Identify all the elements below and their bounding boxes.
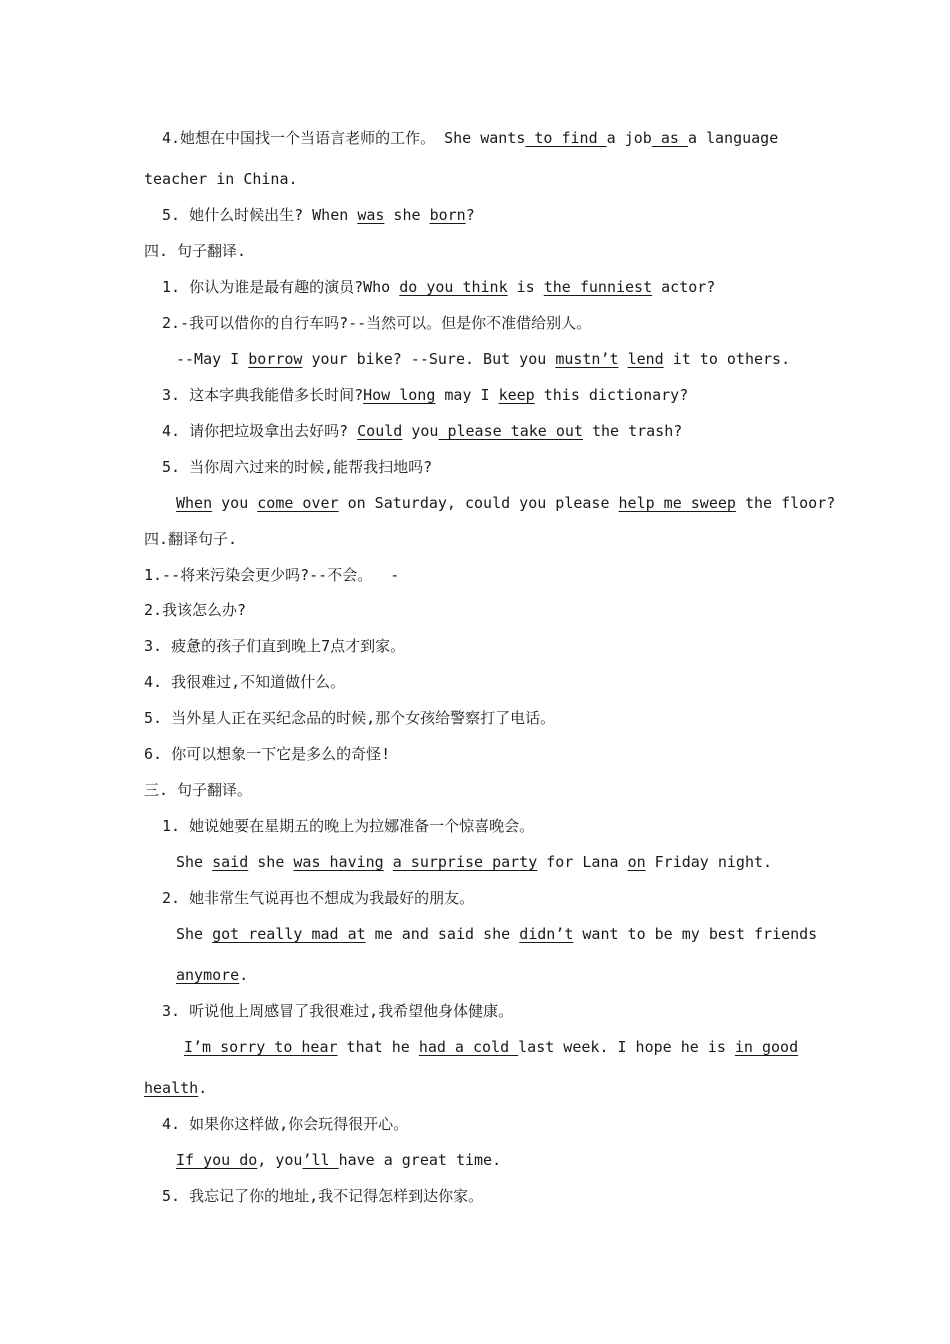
text-segment: a language [687, 129, 779, 147]
text-line [144, 241, 246, 261]
text-line [162, 128, 778, 148]
text-segment: 1. 她说她要在星期五的晚上为拉娜准备一个惊喜晚会。 [162, 817, 535, 835]
text-segment: is [507, 278, 544, 296]
text-line [162, 385, 688, 405]
text-segment: that he [337, 1038, 419, 1056]
text-line [176, 852, 772, 872]
text-segment: you [212, 494, 258, 512]
text-segment: have a great time. [338, 1151, 502, 1169]
text-segment: She [176, 925, 213, 943]
underlined-answer: I’m sorry to hear [184, 1038, 338, 1056]
text-line [144, 565, 399, 585]
text-segment: 5. 当外星人正在买纪念品的时候,那个女孩给警察打了电话。 [144, 709, 556, 727]
text-segment: teacher in China. [144, 170, 298, 188]
underlined-answer: to find [525, 129, 607, 147]
underlined-answer: born [429, 206, 466, 224]
text-segment: it to others. [663, 350, 791, 368]
text-segment: for Lana [537, 853, 628, 871]
text-segment: 6. 你可以想象一下它是多么的奇怪! [144, 745, 391, 763]
underlined-answer: mustn’t [555, 350, 619, 368]
text-line [144, 529, 237, 549]
underlined-answer: was [357, 206, 385, 224]
text-line [162, 1186, 483, 1206]
text-segment: 3. 疲惫的孩子们直到晚上7点才到家。 [144, 637, 406, 655]
text-segment: 三. 句子翻译。 [144, 781, 253, 799]
text-line [144, 600, 246, 620]
text-segment: She [176, 853, 213, 871]
underlined-answer: How long [363, 386, 436, 404]
text-segment: last week. I hope he is [518, 1038, 735, 1056]
text-segment: 5. 她什么时候出生? When [162, 206, 358, 224]
text-segment: 4. 我很难过,不知道做什么。 [144, 673, 346, 691]
underlined-answer: health [144, 1079, 199, 1097]
underlined-answer: had a cold [418, 1038, 519, 1056]
text-line [176, 965, 248, 985]
underlined-answer: do you think [399, 278, 508, 296]
text-segment: 四.翻译句子. [144, 530, 238, 548]
text-segment: me and said she [365, 925, 520, 943]
text-segment: she [384, 206, 430, 224]
underlined-answer: was having [293, 853, 384, 871]
text-line [144, 636, 405, 656]
text-line [176, 349, 790, 369]
text-line [144, 708, 555, 728]
text-line [162, 457, 432, 477]
text-line [162, 313, 591, 333]
text-line [144, 744, 390, 764]
text-line [144, 169, 298, 189]
text-segment: 2.-我可以借你的自行车吗?--当然可以。但是你不准借给别人。 [162, 314, 592, 332]
underlined-answer: borrow [248, 350, 303, 368]
underlined-answer: please take out [438, 422, 583, 440]
text-segment: 4. 请你把垃圾拿出去好吗? [162, 422, 358, 440]
text-line [144, 1078, 207, 1098]
text-segment: 4.她想在中国找一个当语言老师的工作。 She wants [162, 129, 526, 147]
text-segment: the trash? [582, 422, 683, 440]
underlined-answer: come over [257, 494, 339, 512]
text-line [162, 888, 474, 908]
underlined-answer: When [176, 494, 213, 512]
text-segment: 5. 当你周六过来的时候,能帮我扫地吗? [162, 458, 433, 476]
underlined-answer: ’ll [302, 1151, 339, 1169]
text-segment: 2.我该怎么办? [144, 601, 247, 619]
text-segment: Friday night. [645, 853, 773, 871]
underlined-answer: help me sweep [618, 494, 736, 512]
text-line [162, 1001, 513, 1021]
text-segment: she [248, 853, 294, 871]
text-segment [619, 350, 628, 368]
text-segment: 3. 听说他上周感冒了我很难过,我希望他身体健康。 [162, 1002, 514, 1020]
underlined-answer: lend [627, 350, 664, 368]
underlined-answer: as [651, 129, 688, 147]
text-segment: 3. 这本字典我能借多长时间? [162, 386, 364, 404]
text-segment: 四. 句子翻译. [144, 242, 247, 260]
text-line [144, 672, 345, 692]
text-segment: 1. 你认为谁是最有趣的演员?Who [162, 278, 400, 296]
text-segment: 5. 我忘记了你的地址,我不记得怎样到达你家。 [162, 1187, 484, 1205]
text-segment: on Saturday, could you please [338, 494, 619, 512]
text-segment: may I [435, 386, 499, 404]
text-line [162, 277, 715, 297]
underlined-answer: anymore [176, 966, 240, 984]
text-line [184, 1037, 798, 1057]
underlined-answer: got really mad at [212, 925, 366, 943]
text-line [176, 1150, 501, 1170]
text-line [162, 205, 475, 225]
text-segment: this dictionary? [534, 386, 689, 404]
text-segment: actor? [652, 278, 716, 296]
underlined-answer: on [627, 853, 646, 871]
underlined-answer: If you do [176, 1151, 258, 1169]
text-segment: , you [257, 1151, 303, 1169]
text-line [162, 1114, 408, 1134]
text-line [162, 421, 682, 441]
underlined-answer: keep [498, 386, 535, 404]
text-line [144, 780, 252, 800]
underlined-answer: Could [357, 422, 403, 440]
underlined-answer: in good [734, 1038, 799, 1056]
text-segment: want to be my best friends [573, 925, 818, 943]
underlined-answer: didn’t [519, 925, 574, 943]
text-line [162, 816, 534, 836]
text-segment: --May I [176, 350, 249, 368]
text-segment: 1.--将来污染会更少吗?--不会。 - [144, 566, 400, 584]
text-segment: you [402, 422, 439, 440]
text-segment: . [198, 1079, 208, 1097]
text-segment: ? [465, 206, 475, 224]
text-segment: . [239, 966, 249, 984]
text-segment: 4. 如果你这样做,你会玩得很开心。 [162, 1115, 409, 1133]
underlined-answer: said [212, 853, 249, 871]
text-segment: your bike? --Sure. But you [302, 350, 556, 368]
text-segment [384, 853, 393, 871]
text-segment: 2. 她非常生气说再也不想成为我最好的朋友。 [162, 889, 475, 907]
text-line [176, 924, 817, 944]
text-segment: the floor? [735, 494, 836, 512]
text-line [176, 493, 835, 513]
underlined-answer: a surprise party [392, 853, 538, 871]
text-segment: a job [606, 129, 652, 147]
underlined-answer: the funniest [543, 278, 653, 296]
